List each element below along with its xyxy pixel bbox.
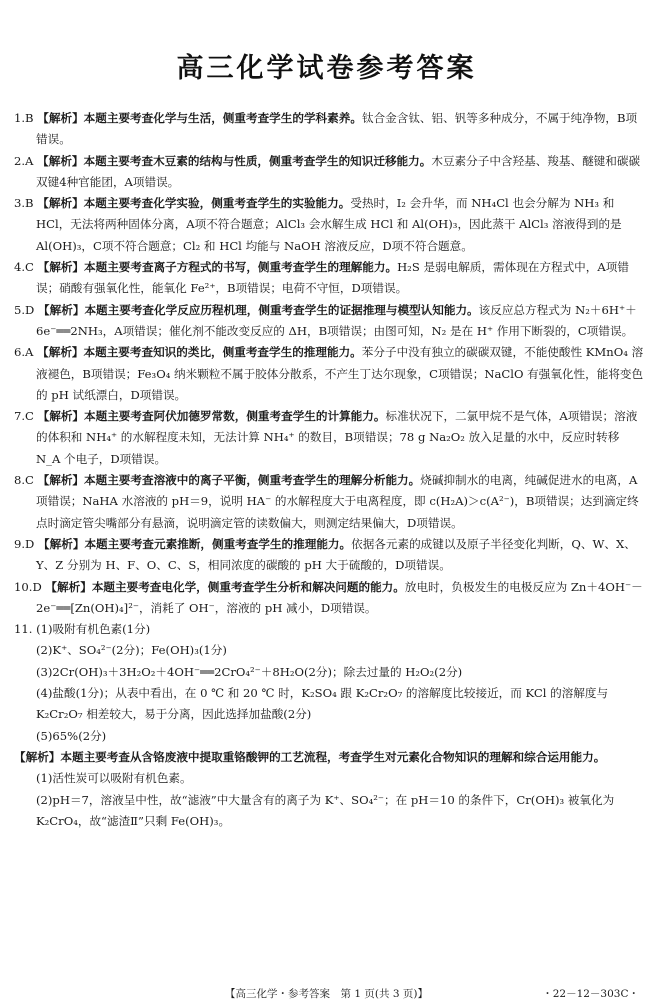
answer-item-9 bbox=[14, 534, 644, 577]
analysis-tag: 【解析】 bbox=[38, 536, 85, 551]
answer-11-part-3: (3)2Cr(OH)₃＋3H₂O₂＋4OH⁻══2CrO₄²⁻＋8H₂O(2分)；除去过量的 H₂O₂(2分) bbox=[36, 664, 463, 679]
answer-11-part-4: (4)盐酸(1分)；从表中看出，在 0 ℃ 和 20 ℃ 时，K₂SO₄ 跟 K₂Cr₂O₇ 的溶解度比较接近，而 KCl 的溶解度与 K₂Cr₂O₇ 相差较大，易于分离，因此选择加盐酸(2分) bbox=[36, 686, 609, 722]
answer-item-6 bbox=[14, 342, 644, 406]
analysis-tag: 【解析】 bbox=[37, 473, 85, 488]
answer-item-3 bbox=[14, 193, 644, 257]
answer-item-8 bbox=[14, 470, 644, 534]
answer-number: 7.C bbox=[14, 409, 34, 424]
answer-11-part-1: (1)吸附有机色素(1分) bbox=[36, 622, 151, 637]
analysis-text: 放电时，负极发生的电极反应为 Zn＋4OH⁻－2e⁻══[Zn(OH)₄]²⁻，消耗了 OH⁻，溶液的 pH 减小，D项错误。 bbox=[36, 579, 643, 615]
analysis-text: 依据各元素的成键以及原子半径变化判断，Q、W、X、Y、Z 分别为 H、F、O、C、S，相同浓度的碳酸的 pH 大于硫酸的，D项错误。 bbox=[36, 536, 636, 573]
analysis-11-detail-2: (2)pH＝7，溶液呈中性，故“滤液”中大量含有的离子为 K⁺、SO₄²⁻；在 pH＝10 的条件下，Cr(OH)₃ 被氧化为 K₂CrO₄，故“滤渣Ⅱ”只剩 Fe(OH)₃。 bbox=[36, 792, 615, 828]
answer-number: 5.D bbox=[14, 302, 35, 317]
analysis-tag: 【解析】 bbox=[37, 260, 85, 275]
answer-number: 6.A bbox=[14, 345, 34, 360]
analysis-text: H₂S 是弱电解质，需体现在方程式中，A项错误；硝酸有强氧化性，能氧化 Fe²⁺，B项错误；电荷不守恒，D项错误。 bbox=[36, 260, 629, 296]
answer-number: 2.A bbox=[14, 153, 34, 168]
analysis-tag: 【解析】 bbox=[38, 302, 85, 317]
answer-item-1 bbox=[14, 108, 644, 151]
answer-item-7 bbox=[14, 406, 644, 470]
analysis-tag: 【解析】 bbox=[37, 345, 84, 360]
analysis-text: 苯分子中没有独立的碳碳双键，不能使酸性 KMnO₄ 溶液褪色，B项错误；Fe₃O₄ 纳米颗粒不属于胶体分散系，不产生丁达尔现象，C项错误；NaClO 有强氧化性，能将变色的 pH 试纸漂白，D项错误。 bbox=[36, 345, 644, 402]
footer-code: ・22－12－303C・ bbox=[542, 988, 639, 1000]
answer-item-10 bbox=[14, 577, 644, 620]
analysis-11-detail-1: (1)活性炭可以吸附有机色素。 bbox=[36, 771, 192, 786]
analysis-summary: 本题主要考查化学与生活，侧重考查学生的学科素养。 bbox=[83, 111, 362, 125]
answer-number: 11. bbox=[14, 622, 33, 637]
analysis-text: 钛合金含钛、铝、钒等多种成分，不属于纯净物，B项错误。 bbox=[36, 111, 638, 147]
answer-number: 9.D bbox=[14, 536, 35, 551]
answer-content bbox=[14, 108, 644, 832]
analysis-summary: 本题主要考查溶液中的离子平衡，侧重考查学生的理解分析能力。 bbox=[84, 473, 421, 488]
answer-item-4 bbox=[14, 257, 644, 300]
analysis-summary: 本题主要考查电化学，侧重考查学生分析和解决问题的能力。 bbox=[91, 579, 405, 594]
analysis-text: 该反应总方程式为 N₂＋6H⁺＋6e⁻══2NH₃，A项错误；催化剂不能改变反应的 ΔH，B项错误；由图可知，N₂ 是在 H⁺ 作用下断裂的，C项错误。 bbox=[36, 302, 637, 338]
analysis-summary: 本题主要考查从含铬废液中提取重铬酸钾的工艺流程，考查学生对元素化合物知识的理解和综合运用能力。 bbox=[60, 749, 606, 764]
analysis-text: 木豆素分子中含羟基、羧基、醚键和碳碳双键4种官能团，A项错误。 bbox=[36, 153, 641, 189]
answer-11-part-5: (5)65%(2分) bbox=[36, 728, 107, 743]
answer-number: 3.B bbox=[14, 196, 34, 211]
analysis-tag: 【解析】 bbox=[37, 153, 84, 168]
analysis-summary: 本题主要考查化学反应历程机理，侧重考查学生的证据推理与模型认知能力。 bbox=[84, 302, 479, 317]
analysis-text: 标准状况下，二氯甲烷不是气体，A项错误；溶液的体积和 NH₄⁺ 的水解程度未知，无法计算 NH₄⁺ 的数目，B项错误；78 g Na₂O₂ 放入足量的水中，反应时转移 N_A 个电子，D项错误。 bbox=[36, 409, 638, 466]
analysis-tag: 【解析】 bbox=[37, 111, 84, 125]
analysis-summary: 本题主要考查化学实验，侧重考查学生的实验能力。 bbox=[83, 196, 351, 211]
analysis-summary: 本题主要考查知识的类比，侧重考查学生的推理能力。 bbox=[83, 345, 362, 360]
analysis-tag: 【解析】 bbox=[37, 196, 84, 211]
analysis-tag: 【解析】 bbox=[45, 579, 92, 594]
page-title: 高三化学试卷参考答案 bbox=[176, 53, 477, 84]
analysis-text: 受热时，I₂ 会升华，而 NH₄Cl 也会分解为 NH₃ 和 HCl，无法将两种固体分离，A项不符合题意；AlCl₃ 会水解生成 HCl 和 Al(OH)₃，因此蒸干 AlCl₃ 溶液得到的是 Al(OH)₃，C项不符合题意；Cl₂ 和 HCl 均能与 NaOH 溶液反应，D项不符合题意。 bbox=[36, 196, 622, 253]
answer-11-part-2: (2)K⁺、SO₄²⁻(2分)；Fe(OH)₃(1分) bbox=[36, 643, 227, 658]
analysis-11 bbox=[14, 747, 644, 768]
answer-list bbox=[14, 108, 644, 619]
answer-item-5 bbox=[14, 300, 644, 343]
answer-number: 8.C bbox=[14, 473, 34, 488]
answer-item-2 bbox=[14, 151, 644, 194]
analysis-tag: 【解析】 bbox=[37, 409, 85, 424]
analysis-text: 烧碱抑制水的电离，纯碱促进水的电离，A项错误；NaHA 水溶液的 pH＝9，说明 HA⁻ 的水解程度大于电离程度，即 c(H₂A)＞c(A²⁻)，B项错误；达到滴定终点时滴定管尖嘴部分有悬滴，说明滴定管的读数偏大，则测定结果偏大，D项错误。 bbox=[36, 473, 639, 530]
answer-number: 4.C bbox=[14, 260, 34, 275]
analysis-summary: 本题主要考查元素推断，侧重考查学生的推理能力。 bbox=[84, 536, 352, 551]
analysis-summary: 本题主要考查离子方程式的书写，侧重考查学生的理解能力。 bbox=[84, 260, 398, 275]
analysis-summary: 本题主要考查阿伏加德罗常数，侧重考查学生的计算能力。 bbox=[84, 409, 386, 424]
answer-number: 10.D bbox=[14, 579, 42, 594]
footer-page-info: 【高三化学・参考答案 第 1 页(共 3 页)】 bbox=[225, 988, 428, 1000]
analysis-summary: 本题主要考查木豆素的结构与性质，侧重考查学生的知识迁移能力。 bbox=[83, 153, 432, 168]
answer-item-11 bbox=[14, 619, 644, 640]
analysis-tag: 【解析】 bbox=[14, 749, 61, 764]
answer-number: 1.B bbox=[14, 111, 34, 125]
